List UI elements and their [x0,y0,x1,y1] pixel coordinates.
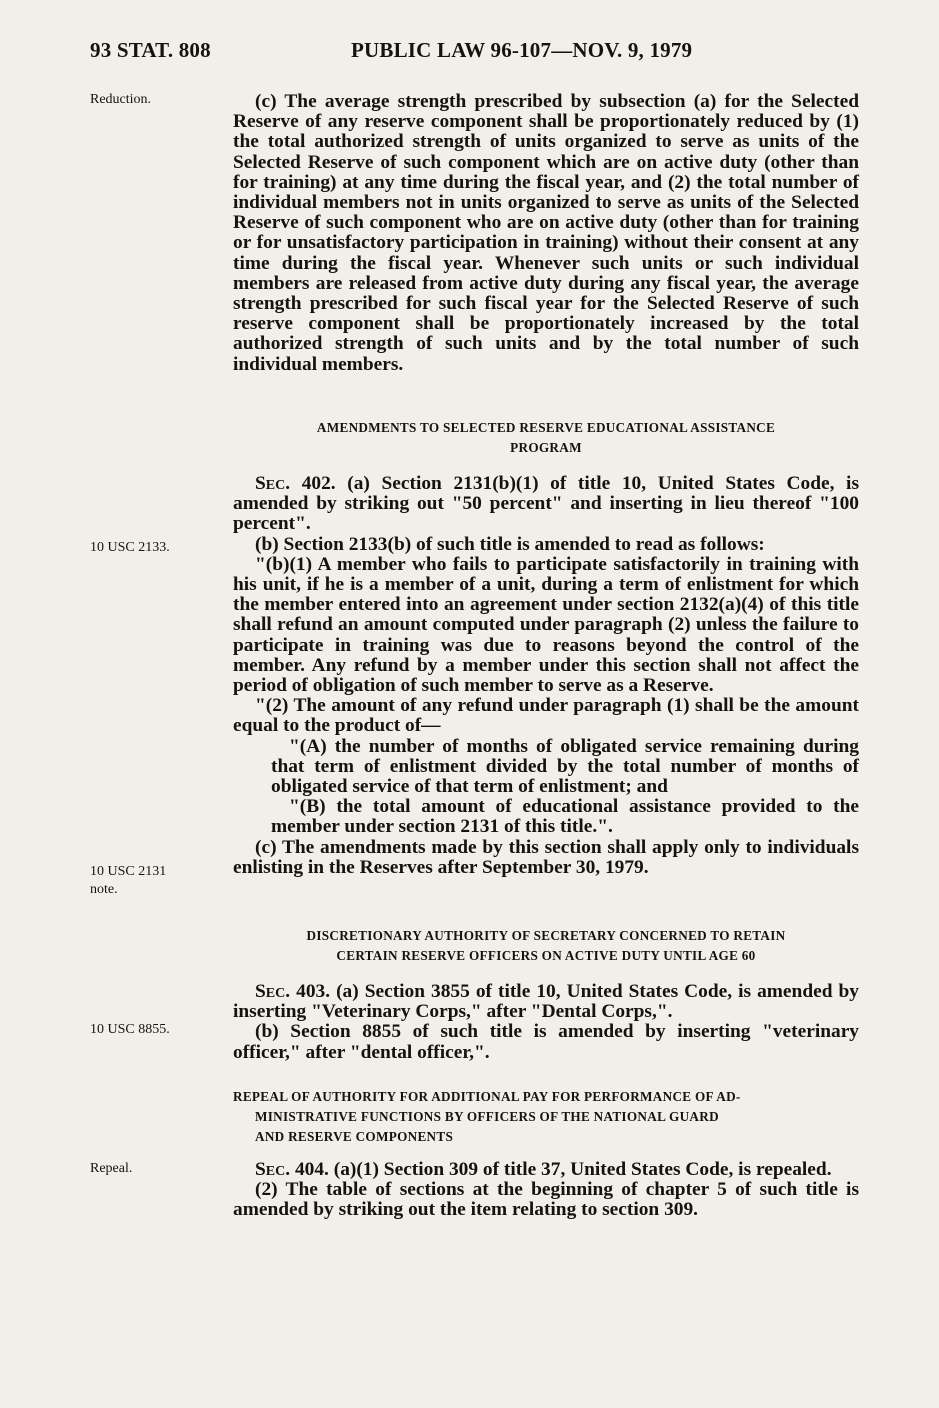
heading-line: REPEAL OF AUTHORITY FOR ADDITIONAL PAY FOR PERFORMANCE OF AD- [233,1089,741,1104]
section-402-b1: "(b)(1) A member who fails to participate satisfactorily in training with his unit, if he is a member of a unit, during a term of enlistment for which the member entered into an agreement under section 2132(a)(4) of this title shall refund an amount computed under paragraph (2) unless the failure to participate in training was due to reasons beyond the control of the member. Any refund by a member under this section shall not affect the period of obligation of such member to serve as a Reserve. [233,553,859,697]
margin-note-reduction: Reduction. [90,92,152,107]
section-402-a [233,474,859,535]
section-404-body [233,1160,859,1221]
section-402-b2: "(2) The amount of any refund under paragraph (1) shall be the amount equal to the product of— [233,695,859,737]
heading-line: MINISTRATIVE FUNCTIONS BY OFFICERS OF THE NATIONAL GUARD [255,1109,719,1125]
section-403-body [233,982,859,1063]
heading-line: AND RESERVE COMPONENTS [255,1129,454,1145]
section-403-heading [233,926,859,966]
section-text: 403. (a) Section 3855 of title 10, United States Code, is amended by inserting "Veterinary Corps," after "Dental Corps,". [233,981,859,1023]
margin-note-usc-8855: 10 USC 8855. [90,1022,170,1037]
running-header: PUBLIC LAW 96-107—NOV. 9, 1979 [351,38,693,62]
section-402-c: (c) The amendments made by this section shall apply only to individuals enlisting in the Reserves after September 30, 1979. [233,836,859,878]
statute-page-number: 93 STAT. 808 [90,38,211,62]
margin-note-usc-2131 [90,863,166,899]
section-label: Sec. [255,1159,291,1180]
paragraph-c-reduction [233,92,859,375]
heading-line: CERTAIN RESERVE OFFICERS ON ACTIVE DUTY UNTIL AGE 60 [336,948,756,964]
section-403-b: (b) Section 8855 of such title is amended by inserting "veterinary officer," after "dental officer,". [233,1021,859,1063]
section-404-a2: (2) The table of sections at the beginning of chapter 5 of such title is amended by striking out the item relating to section 309. [233,1179,859,1221]
section-text: 402. (a) Section 2131(b)(1) of title 10, United States Code, is amended by striking out "50 percent" and inserting in lieu thereof "100 percent". [233,473,859,535]
section-label: Sec. [255,473,291,494]
section-404-a1 [233,1160,859,1180]
section-402-b: (b) Section 2133(b) of such title is amended to read as follows: [255,533,765,555]
heading-line: AMENDMENTS TO SELECTED RESERVE EDUCATIONAL ASSISTANCE [316,420,776,435]
section-403-a [233,982,859,1022]
section-402-bB: "(B) the total amount of educational assistance provided to the member under section 2131 of this title.". [271,796,859,838]
section-label: Sec. [255,981,291,1002]
margin-note-repeal: Repeal. [90,1161,133,1176]
paragraph-text: (c) The average strength prescribed by subsection (a) for the Selected Reserve of any reserve component shall be proportionately reduced by (1) the total authorized strength of units organized to serve as units of the Selected Reserve of such component which are on active duty (other than for training) at any time during the fiscal year, and (2) the total number of individual members not in units organized to serve as units of the Selected Reserve of such component who are on active duty (other than for training or for unsatisfactory participation in training) without their consent at any time during the fiscal year. Whenever such units or such individual members are released from active duty during any fiscal year, the average strength prescribed for such fiscal year for the Selected Reserve of such reserve component shall be proportionately increased by the total authorized strength of such units and by the total number of such individual members. [233,91,859,375]
margin-note-usc-2133: 10 USC 2133. [90,540,170,555]
section-404-heading [233,1087,859,1148]
section-402-heading [233,418,859,458]
heading-line: PROGRAM [510,440,582,456]
margin-note-usc-2131-line1: 10 USC 2131 [90,864,167,879]
heading-line: DISCRETIONARY AUTHORITY OF SECRETARY CONCERNED TO RETAIN [306,928,786,943]
section-text: 404. (a)(1) Section 309 of title 37, United States Code, is repealed. [294,1159,832,1180]
margin-note-usc-2131-line2: note. [90,882,118,897]
section-402-body [233,474,859,878]
section-402-bA: "(A) the number of months of obligated service remaining during that term of enlistment divided by the total number of months of obligated service of that term of enlistment; and [271,735,859,798]
